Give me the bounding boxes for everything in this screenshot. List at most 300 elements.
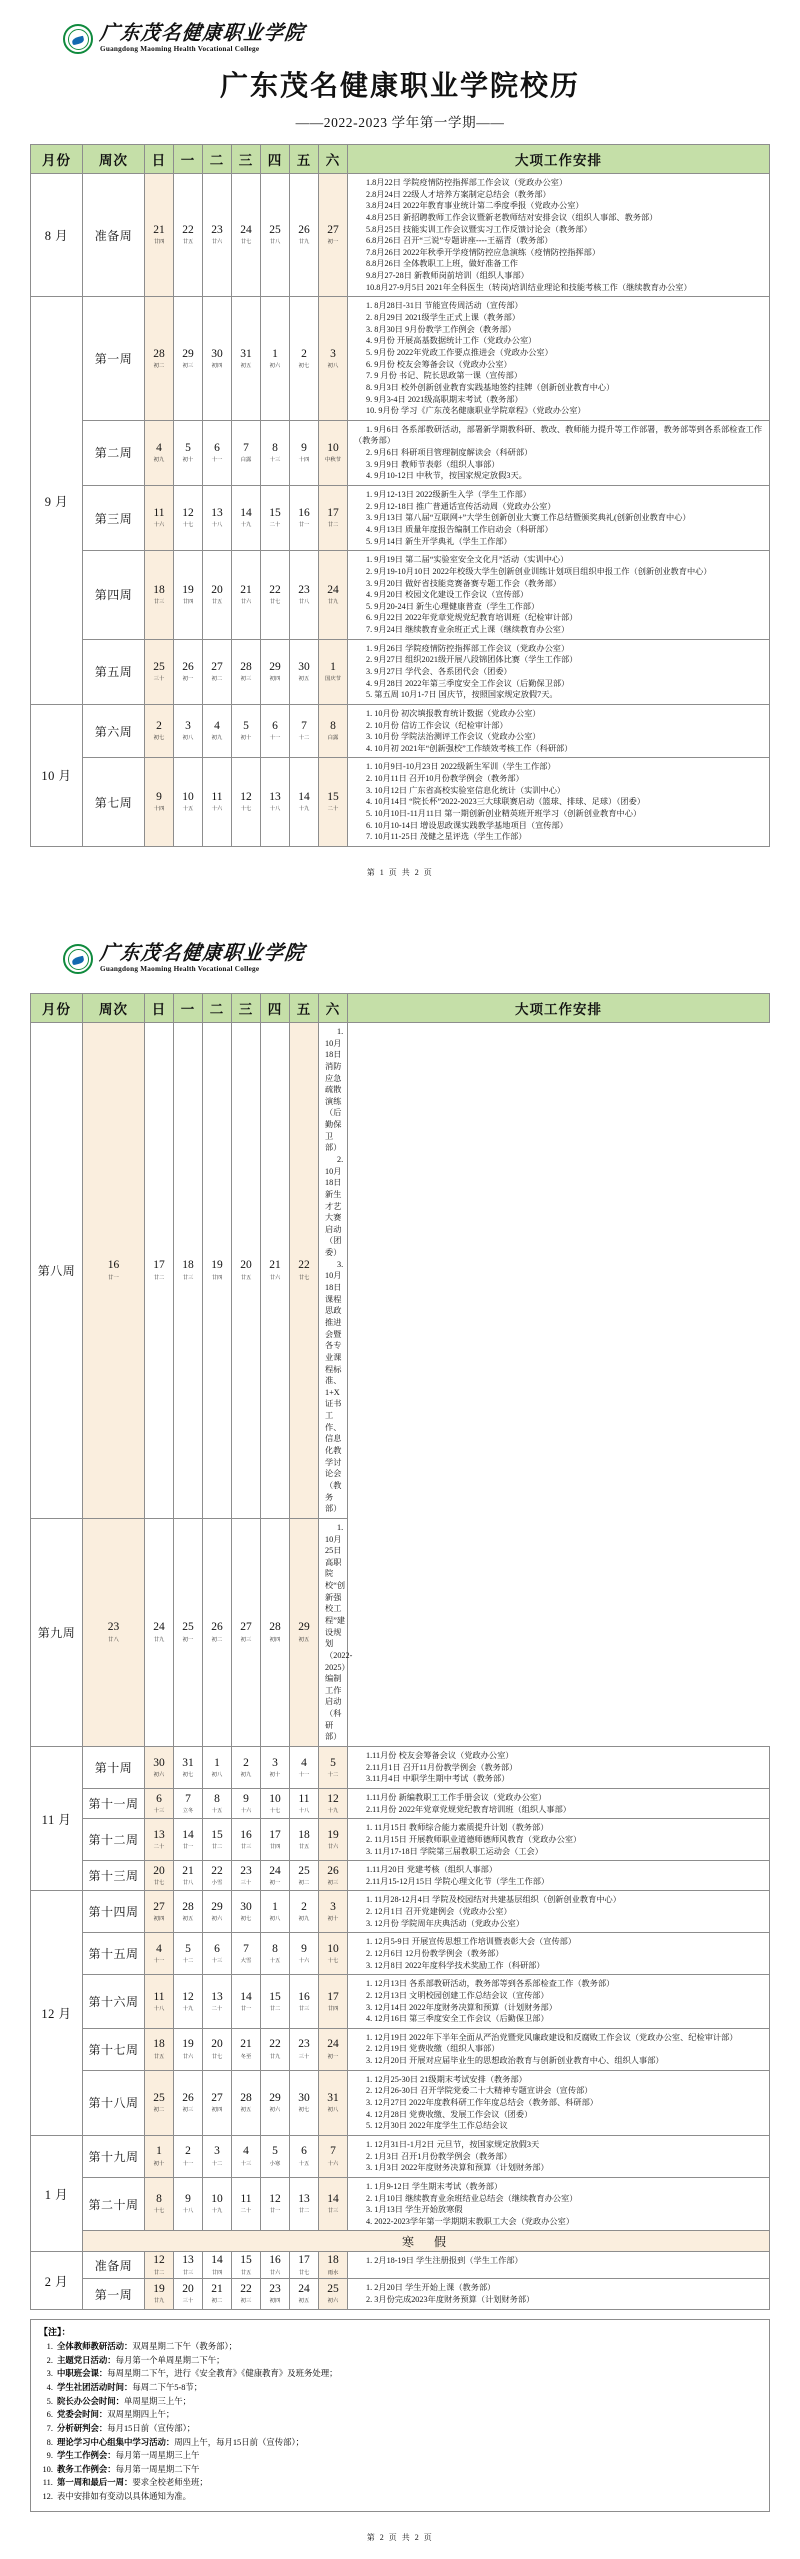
- day-number: 2: [301, 347, 307, 360]
- task-item: 5. 12月30日 2022年度学生工作总结会议: [366, 2121, 508, 2131]
- day-cell-fri[interactable]: [290, 2070, 319, 2135]
- day-cell-sun[interactable]: [145, 1788, 174, 1818]
- day-cell-sun[interactable]: [145, 1861, 174, 1891]
- page-title: 广东茂名健康职业学院校历: [219, 71, 580, 102]
- day-cell-thu[interactable]: [261, 2070, 290, 2135]
- day-number: 7: [330, 2145, 336, 2158]
- day-cell-sun[interactable]: [145, 551, 174, 639]
- day-cell-wed[interactable]: [232, 297, 261, 420]
- day-cell-sat[interactable]: [319, 1819, 348, 1861]
- day-cell-thu[interactable]: [261, 758, 290, 846]
- day-cell-wed[interactable]: [232, 2070, 261, 2135]
- day-cell-sat[interactable]: [319, 1861, 348, 1891]
- day-number: 20: [211, 584, 223, 596]
- lunar-date-label: 初六: [269, 363, 281, 369]
- day-cell-sun[interactable]: [145, 1747, 174, 1789]
- lunar-date-label: 十八: [153, 2005, 165, 2012]
- day-cell-tue[interactable]: [203, 2279, 232, 2309]
- day-cell-fri[interactable]: [290, 758, 319, 846]
- day-cell-wed[interactable]: [203, 1518, 232, 1746]
- day-cell-fri[interactable]: [290, 704, 319, 758]
- day-cell-thu[interactable]: [261, 2028, 290, 2070]
- task-item: 6. 10月10-14日 增设思政课实践教学基地项目（宣传部）: [366, 820, 568, 830]
- day-cell-mon[interactable]: [174, 420, 203, 485]
- day-cell-thu[interactable]: [261, 1788, 290, 1818]
- day-cell-sat[interactable]: [319, 486, 348, 551]
- day-cell-mon[interactable]: [174, 2070, 203, 2135]
- task-item: 1. 12月5-9日 开展宣传思想工作培训暨表彰大会（宣传部）: [366, 1937, 577, 1947]
- day-cell-mon[interactable]: [174, 1975, 203, 2029]
- day-cell-wed[interactable]: [232, 1933, 261, 1975]
- week-number-cell: 第十八周: [83, 2070, 145, 2135]
- day-cell-sat[interactable]: [319, 1891, 348, 1933]
- task-item: 4. 10月初 2021年“创新强校”工作绩效考核工作（科研部）: [366, 743, 573, 753]
- day-cell-sun[interactable]: [145, 704, 174, 758]
- day-cell-fri[interactable]: [290, 2177, 319, 2231]
- day-cell-sun[interactable]: [145, 1891, 174, 1933]
- task-item: 2.11月1日 召开11月份教学例会（教务部）: [366, 1762, 518, 1772]
- task-item: 7. 10月11-25日 茂健之星评选（学生工作部）: [366, 832, 527, 842]
- day-cell-sat[interactable]: [290, 1518, 319, 1746]
- day-cell-fri[interactable]: [290, 2135, 319, 2177]
- day-cell-thu[interactable]: [261, 1933, 290, 1975]
- day-cell-mon[interactable]: [174, 1891, 203, 1933]
- calendar-week-row: [31, 2028, 770, 2070]
- day-cell-wed[interactable]: [232, 174, 261, 297]
- day-cell-tue[interactable]: [203, 2177, 232, 2231]
- day-cell-mon[interactable]: [174, 486, 203, 551]
- day-cell-fri[interactable]: [290, 551, 319, 639]
- day-cell-fri[interactable]: [290, 1819, 319, 1861]
- day-cell-fri[interactable]: [290, 2279, 319, 2309]
- lunar-date-label: 十五: [269, 1958, 281, 1964]
- day-cell-mon[interactable]: [174, 1933, 203, 1975]
- day-cell-sun[interactable]: [145, 2177, 174, 2231]
- month-cell: 10 月: [31, 704, 83, 846]
- day-cell-sun[interactable]: [145, 174, 174, 297]
- day-number: 8: [330, 720, 336, 733]
- task-item: 1.11月20日 党建考核（组织人事部）: [366, 1865, 498, 1875]
- calendar-week-row: [31, 704, 770, 758]
- lunar-date-label: 廿四: [211, 2269, 223, 2276]
- day-number: 25: [269, 224, 281, 237]
- day-cell-mon[interactable]: [174, 1788, 203, 1818]
- day-number: 14: [211, 2254, 223, 2267]
- day-cell-mon[interactable]: [174, 174, 203, 297]
- lunar-date-label: 十四: [298, 457, 310, 464]
- task-item: 7. 9 月份 书记、院长思政第一课（宣传部）: [366, 371, 523, 381]
- day-cell-mon[interactable]: [174, 551, 203, 639]
- task-list-cell: [348, 2135, 770, 2177]
- lunar-date-label: 初一: [327, 2053, 339, 2060]
- lunar-date-label: 初五: [182, 1916, 194, 1923]
- day-cell-thu[interactable]: [261, 297, 290, 420]
- day-cell-sun[interactable]: [145, 639, 174, 704]
- day-cell-sat[interactable]: [319, 2135, 348, 2177]
- day-number: 18: [298, 1828, 310, 1841]
- day-cell-fri[interactable]: [290, 639, 319, 704]
- day-cell-thu[interactable]: [261, 639, 290, 704]
- day-cell-fri[interactable]: [290, 420, 319, 485]
- day-cell-fri[interactable]: [261, 1518, 290, 1746]
- day-cell-wed[interactable]: [232, 639, 261, 704]
- day-cell-mon[interactable]: [174, 2177, 203, 2231]
- day-cell-wed[interactable]: [232, 420, 261, 485]
- note-item: [55, 2463, 761, 2477]
- lunar-date-label: 初六: [153, 1771, 165, 1778]
- day-cell-sun[interactable]: [145, 420, 174, 485]
- day-cell-thu[interactable]: [261, 704, 290, 758]
- day-number: 4: [156, 441, 162, 454]
- task-item: 4.8月25日 新招聘教师工作会议暨新老教师结对安排会议（组织人事部、教务部）: [366, 212, 658, 222]
- month-cell: 1 月: [31, 2135, 83, 2251]
- lunar-date-label: 初八: [327, 363, 339, 369]
- vacation-row: [31, 2231, 770, 2252]
- day-cell-wed[interactable]: [232, 1788, 261, 1818]
- day-number: 17: [327, 507, 339, 520]
- day-cell-tue[interactable]: [203, 174, 232, 297]
- col-header-month: 月份: [31, 145, 83, 174]
- day-number: 27: [211, 660, 223, 673]
- day-cell-sat[interactable]: [290, 1022, 319, 1518]
- lunar-date-label: 初三: [240, 676, 252, 682]
- week-number-cell: 第十一周: [83, 1788, 145, 1818]
- col-header-wed: 三: [232, 993, 261, 1022]
- day-cell-mon[interactable]: [145, 1022, 174, 1518]
- day-cell-sun[interactable]: [145, 758, 174, 846]
- day-cell-wed[interactable]: [232, 2252, 261, 2279]
- day-cell-sat[interactable]: [319, 1747, 348, 1789]
- day-cell-thu[interactable]: [261, 2279, 290, 2309]
- day-cell-sat[interactable]: [319, 1933, 348, 1975]
- day-cell-mon[interactable]: [174, 2135, 203, 2177]
- day-cell-thu[interactable]: [261, 1861, 290, 1891]
- day-cell-tue[interactable]: [203, 2252, 232, 2279]
- day-number: 23: [298, 584, 310, 596]
- day-cell-thu[interactable]: [261, 1891, 290, 1933]
- day-cell-thu[interactable]: [261, 174, 290, 297]
- day-number: 17: [153, 1259, 165, 1272]
- lunar-date-label: 十一: [211, 457, 223, 464]
- week-number-cell: 第十七周: [83, 2028, 145, 2070]
- day-cell-sun[interactable]: [145, 1933, 174, 1975]
- col-header-month: 月份: [31, 993, 83, 1022]
- day-number: 16: [107, 1259, 120, 1272]
- day-cell-wed[interactable]: [232, 2135, 261, 2177]
- lunar-date-label: 大雪: [240, 1958, 252, 1964]
- day-cell-tue[interactable]: [203, 639, 232, 704]
- lunar-date-label: 廿五: [153, 2053, 165, 2060]
- day-cell-tue[interactable]: [203, 297, 232, 420]
- day-number: 25: [298, 1864, 310, 1877]
- day-cell-tue[interactable]: [203, 758, 232, 846]
- day-number: 30: [298, 2091, 310, 2104]
- day-cell-sun[interactable]: [145, 2135, 174, 2177]
- day-cell-wed[interactable]: [232, 1891, 261, 1933]
- task-item: 3. 10月18日 课程思政推进会暨各专业课程标准、1+X证书工作、信息化教学讨论会（教务部）: [325, 1259, 344, 1514]
- day-number: 14: [240, 1990, 252, 2003]
- day-number: 16: [269, 2254, 281, 2267]
- lunar-date-label: 廿四: [211, 1274, 223, 1281]
- calendar-table-page-1: [30, 144, 770, 847]
- day-cell-sun[interactable]: [145, 2279, 174, 2309]
- task-item: 9.8月27-28日 新教师岗前培训（组织人事部）: [366, 271, 529, 281]
- lunar-date-label: 初四: [211, 2107, 223, 2113]
- col-header-thu: 四: [261, 993, 290, 1022]
- college-seal-icon: [63, 944, 93, 974]
- day-cell-fri[interactable]: [261, 1022, 290, 1518]
- day-cell-sat[interactable]: [319, 551, 348, 639]
- lunar-date-label: 十五: [211, 1808, 223, 1814]
- day-cell-tue[interactable]: [203, 420, 232, 485]
- day-number: 6: [156, 1792, 162, 1805]
- lunar-date-label: 初三: [240, 2298, 252, 2305]
- day-cell-sun[interactable]: [145, 2028, 174, 2070]
- col-header-sun: 日: [145, 145, 174, 174]
- day-cell-fri[interactable]: [290, 1933, 319, 1975]
- day-cell-sat[interactable]: [319, 297, 348, 420]
- lunar-date-label: 十六: [240, 1808, 252, 1814]
- day-cell-thu[interactable]: [261, 486, 290, 551]
- day-cell-tue[interactable]: [203, 2070, 232, 2135]
- day-cell-wed[interactable]: [232, 758, 261, 846]
- lunar-date-label: 初七: [153, 735, 165, 742]
- day-cell-mon[interactable]: [174, 2252, 203, 2279]
- day-cell-sat[interactable]: [319, 1975, 348, 2029]
- day-cell-mon[interactable]: [174, 639, 203, 704]
- day-cell-mon[interactable]: [174, 2279, 203, 2309]
- task-list-cell: [348, 758, 770, 846]
- day-cell-tue[interactable]: [174, 1518, 203, 1746]
- task-item: 2. 9月6日 科研项目管理制度解读会（科研部）: [366, 448, 533, 458]
- day-number: 13: [211, 1990, 223, 2003]
- day-cell-sat[interactable]: [319, 1788, 348, 1818]
- task-list-cell: [348, 2177, 770, 2231]
- day-cell-thu[interactable]: [261, 2135, 290, 2177]
- day-number: 18: [153, 584, 165, 596]
- day-number: 25: [182, 1621, 194, 1634]
- day-cell-sat[interactable]: [319, 639, 348, 704]
- day-cell-sun[interactable]: [145, 2252, 174, 2279]
- lunar-date-label: 廿七: [240, 239, 252, 246]
- day-cell-fri[interactable]: [290, 174, 319, 297]
- day-cell-fri[interactable]: [290, 2028, 319, 2070]
- note-item: [55, 2381, 761, 2395]
- day-cell-tue[interactable]: [203, 1788, 232, 1818]
- day-cell-wed[interactable]: [232, 2279, 261, 2309]
- day-cell-sat[interactable]: [319, 420, 348, 485]
- lunar-date-label: 十五: [298, 2160, 310, 2167]
- note-value: 每月第一周星期二下午: [115, 2464, 200, 2474]
- calendar-week-row: [31, 1933, 770, 1975]
- lunar-date-label: 廿一: [269, 2208, 281, 2215]
- lunar-date-label: 十八: [211, 522, 223, 529]
- task-item: 1.11月份 新编教职工工作手册会议（党政办公室）: [366, 1792, 547, 1802]
- day-cell-wed[interactable]: [232, 486, 261, 551]
- day-cell-mon[interactable]: [174, 704, 203, 758]
- day-number: 12: [153, 2254, 165, 2267]
- day-number: 3: [272, 1756, 278, 1769]
- day-cell-sat[interactable]: [319, 2028, 348, 2070]
- day-cell-wed[interactable]: [232, 1861, 261, 1891]
- day-cell-tue[interactable]: [203, 2135, 232, 2177]
- day-cell-mon[interactable]: [174, 1819, 203, 1861]
- day-cell-tue[interactable]: [203, 2028, 232, 2070]
- day-cell-mon[interactable]: [174, 2028, 203, 2070]
- lunar-date-label: 廿六: [269, 1274, 281, 1281]
- month-cell: 12 月: [31, 1891, 83, 2136]
- day-number: 4: [243, 2145, 249, 2158]
- col-header-sun: 日: [145, 993, 174, 1022]
- day-cell-fri[interactable]: [290, 486, 319, 551]
- calendar-week-row: [31, 2177, 770, 2231]
- day-cell-sun[interactable]: [145, 2070, 174, 2135]
- day-cell-tue[interactable]: [203, 551, 232, 639]
- task-item: 1. 12月13日 各系部教研活动，教务部等到各系部检查工作（教务部）: [366, 1979, 615, 1989]
- lunar-date-label: 廿八: [108, 1636, 119, 1643]
- task-item: 3.8月24日 2022年教育事业统计第二季度季报（党政办公室）: [366, 201, 584, 211]
- day-cell-tue[interactable]: [203, 704, 232, 758]
- lunar-date-label: 三十: [153, 676, 165, 682]
- day-cell-thu[interactable]: [261, 1819, 290, 1861]
- day-number: 30: [211, 347, 223, 360]
- day-cell-tue[interactable]: [203, 1975, 232, 2029]
- lunar-date-label: 初十: [269, 1771, 281, 1778]
- calendar-week-row: [31, 1891, 770, 1933]
- day-cell-tue[interactable]: [203, 1891, 232, 1933]
- calendar-table-page-2: [30, 993, 770, 2310]
- lunar-date-label: 廿七: [298, 2269, 310, 2276]
- note-value: 每月第一个单周星期二下午；: [115, 2355, 225, 2365]
- task-item: 2. 12月13日 文明校园创建工作总结会议（宣传部）: [366, 1990, 549, 2000]
- day-cell-fri[interactable]: [290, 2252, 319, 2279]
- task-item: 2.8月24日 22级人才培养方案制定总结会（教务部）: [366, 189, 551, 199]
- day-cell-tue[interactable]: [203, 1747, 232, 1789]
- day-cell-wed[interactable]: [232, 2177, 261, 2231]
- day-cell-thu[interactable]: [261, 2177, 290, 2231]
- week-number-cell: 第六周: [83, 704, 145, 758]
- col-header-fri: 五: [290, 993, 319, 1022]
- lunar-date-label: 廿五: [240, 2269, 252, 2276]
- day-cell-tue[interactable]: [203, 1819, 232, 1861]
- lunar-date-label: 二十: [327, 806, 339, 813]
- col-header-tue: 二: [203, 993, 232, 1022]
- day-number: 1: [272, 347, 278, 360]
- day-cell-wed[interactable]: [232, 1747, 261, 1789]
- day-cell-wed[interactable]: [232, 551, 261, 639]
- day-cell-mon[interactable]: [145, 1518, 174, 1746]
- day-cell-thu[interactable]: [261, 1975, 290, 2029]
- day-cell-mon[interactable]: [174, 1747, 203, 1789]
- day-cell-thu[interactable]: [261, 2252, 290, 2279]
- day-cell-fri[interactable]: [290, 1861, 319, 1891]
- lunar-date-label: 十三: [240, 2160, 252, 2167]
- day-cell-tue[interactable]: [203, 1933, 232, 1975]
- day-cell-fri[interactable]: [290, 1788, 319, 1818]
- day-cell-thu[interactable]: [232, 1518, 261, 1746]
- lunar-date-label: 廿一: [182, 1844, 194, 1850]
- day-number: 22: [211, 1864, 223, 1877]
- task-item: 2. 9月12-18日 推广普通话宣传活动周（党政办公室）: [366, 501, 556, 511]
- lunar-date-label: 二十: [153, 1844, 165, 1850]
- day-number: 4: [156, 1942, 162, 1955]
- lunar-date-label: 初二: [298, 1880, 310, 1886]
- day-cell-thu[interactable]: [261, 551, 290, 639]
- lunar-date-label: 十三: [153, 1808, 165, 1814]
- day-cell-thu[interactable]: [261, 420, 290, 485]
- task-item: 3. 10月12日 广东省高校实验室信息化统计（实训中心）: [366, 785, 566, 795]
- task-item: 1. 10月份 初次填报教育统计数据（党政办公室）: [366, 708, 541, 718]
- day-cell-wed[interactable]: [232, 704, 261, 758]
- lunar-date-label: 十七: [240, 806, 252, 813]
- day-number: 25: [153, 2091, 165, 2104]
- lunar-date-label: 廿二: [153, 1274, 165, 1281]
- day-cell-sun[interactable]: [145, 486, 174, 551]
- lunar-date-label: 十二: [182, 1958, 194, 1964]
- day-cell-mon[interactable]: [174, 758, 203, 846]
- task-list-cell: [348, 2279, 770, 2309]
- task-list-cell: [348, 1861, 770, 1891]
- day-cell-mon[interactable]: [174, 1861, 203, 1891]
- day-cell-thu[interactable]: [232, 1022, 261, 1518]
- day-cell-thu[interactable]: [261, 1747, 290, 1789]
- day-cell-tue[interactable]: [203, 486, 232, 551]
- lunar-date-label: 初二: [211, 2298, 223, 2305]
- day-cell-sun[interactable]: [83, 1022, 145, 1518]
- day-cell-sun[interactable]: [83, 1518, 145, 1746]
- day-cell-sat[interactable]: [319, 704, 348, 758]
- day-cell-wed[interactable]: [232, 1975, 261, 2029]
- day-number: 18: [153, 2038, 165, 2051]
- day-cell-wed[interactable]: [232, 2028, 261, 2070]
- day-cell-fri[interactable]: [290, 297, 319, 420]
- calendar-week-row: [31, 1788, 770, 1818]
- day-number: 23: [107, 1621, 120, 1634]
- day-cell-tue[interactable]: [174, 1022, 203, 1518]
- table-header-2: [31, 993, 770, 1022]
- day-cell-fri[interactable]: [290, 1975, 319, 2029]
- day-cell-sun[interactable]: [145, 1975, 174, 2029]
- day-cell-sat[interactable]: [319, 2070, 348, 2135]
- day-cell-sat[interactable]: [319, 2252, 348, 2279]
- day-number: 28: [269, 1621, 281, 1634]
- task-item: 4. 10月14日 “院长杯”2022-2023三大球联赛启动（篮球、排球、足球）（团委）: [366, 797, 646, 807]
- day-cell-tue[interactable]: [203, 1861, 232, 1891]
- lunar-date-label: 初十: [327, 1916, 339, 1923]
- lunar-date-label: 冬至: [240, 2053, 252, 2060]
- day-cell-mon[interactable]: [174, 297, 203, 420]
- task-list-cell: [319, 1022, 348, 1518]
- calendar-week-row: [31, 420, 770, 485]
- day-cell-wed[interactable]: [203, 1022, 232, 1518]
- day-cell-sat[interactable]: [319, 2279, 348, 2309]
- day-cell-sat[interactable]: [319, 174, 348, 297]
- day-cell-sat[interactable]: [319, 758, 348, 846]
- day-cell-fri[interactable]: [290, 1747, 319, 1789]
- day-number: 18: [327, 2254, 339, 2267]
- notes-section: [30, 2319, 770, 2512]
- day-cell-wed[interactable]: [232, 1819, 261, 1861]
- day-number: 20: [240, 1259, 252, 1272]
- day-number: 10: [182, 791, 194, 804]
- lunar-date-label: 初四: [269, 1636, 281, 1643]
- day-cell-sat[interactable]: [319, 2177, 348, 2231]
- day-cell-fri[interactable]: [290, 1891, 319, 1933]
- day-cell-sun[interactable]: [145, 297, 174, 420]
- day-number: 11: [153, 507, 165, 520]
- day-cell-sun[interactable]: [145, 1819, 174, 1861]
- college-branding-2: [30, 938, 770, 980]
